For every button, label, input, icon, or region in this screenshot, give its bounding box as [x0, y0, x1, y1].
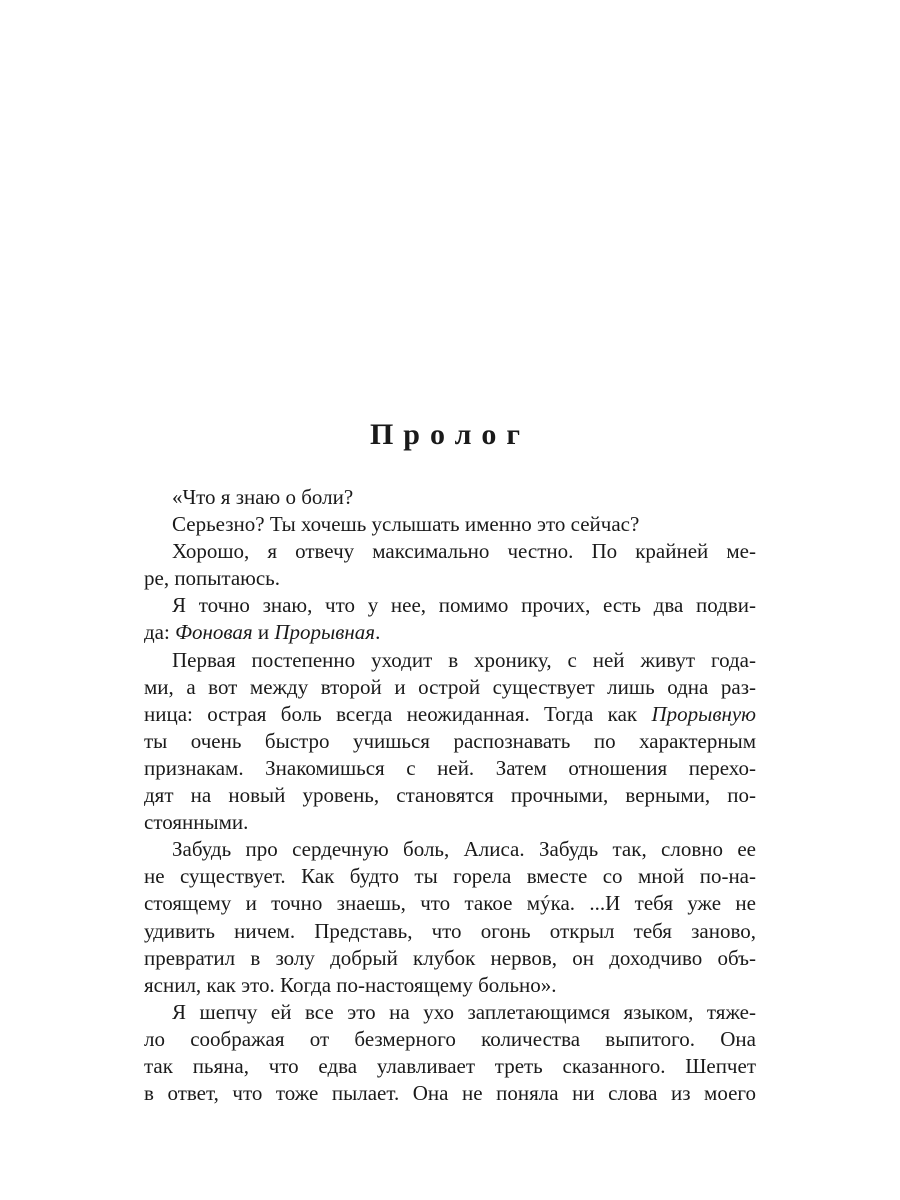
- chapter-title: Пролог: [369, 418, 531, 451]
- text-line: удивить ничем. Представь, что огонь открыл тебя заново,: [144, 918, 756, 943]
- text-line: Я шепчу ей все это на ухо заплетающимся языком, тяже-: [172, 999, 756, 1024]
- italic-term-background: Фоновая: [175, 620, 253, 645]
- text-line: так пьяна, что едва улавливает треть сказанного. Шепчет: [144, 1053, 756, 1078]
- text-line: стоянными.: [144, 810, 249, 835]
- text-line: яснил, как это. Когда по-настоящему больно».: [144, 972, 557, 997]
- text-line: Забудь про сердечную боль, Алиса. Забудь так, словно ее: [172, 837, 756, 862]
- text-line: ты очень быстро учишься распознавать по характерным: [144, 728, 756, 753]
- text-line: «Что я знаю о боли?: [172, 485, 354, 509]
- text-line: в ответ, что тоже пылает. Она не поняла ни слова из моего: [144, 1081, 756, 1106]
- italic-term-breakthrough-acc: Прорывную: [651, 701, 756, 726]
- text-fragment: да:: [144, 620, 176, 645]
- text-fragment: .: [375, 620, 381, 645]
- text-line: дят на новый уровень, становятся прочными, верными, по-: [144, 783, 756, 808]
- text-line: Я точно знаю, что у нее, помимо прочих, есть два подви-: [172, 593, 756, 618]
- text-line: признакам. Знакомишься с ней. Затем отношения перехо-: [144, 755, 756, 780]
- italic-term-breakthrough: Прорывная: [274, 620, 376, 645]
- body-text: [144, 484, 756, 1107]
- text-line: ло соображая от безмерного количества выпитого. Она: [144, 1026, 756, 1051]
- text-fragment: и: [252, 620, 275, 645]
- text-line: стоящему и точно знаешь, что такое мýка. ...И тебя уже не: [144, 891, 756, 916]
- text-line: Хорошо, я отвечу максимально честно. По крайней ме-: [172, 539, 756, 564]
- text-line: Первая постепенно уходит в хронику, с ней живут года-: [172, 647, 756, 672]
- text-line: [144, 701, 756, 728]
- text-line: [144, 619, 756, 646]
- text-line: превратил в золу добрый клубок нервов, он доходчиво объ-: [144, 945, 756, 970]
- text-line: ре, попытаюсь.: [144, 566, 280, 591]
- text-line: Серьезно? Ты хочешь услышать именно это сейчас?: [172, 512, 640, 537]
- text-line: ми, а вот между второй и острой существует лишь одна раз-: [144, 674, 756, 699]
- text-line: не существует. Как будто ты горела вместе со мной по-на-: [144, 864, 756, 889]
- text-fragment: ница: острая боль всегда неожиданная. Тогда как: [144, 701, 652, 726]
